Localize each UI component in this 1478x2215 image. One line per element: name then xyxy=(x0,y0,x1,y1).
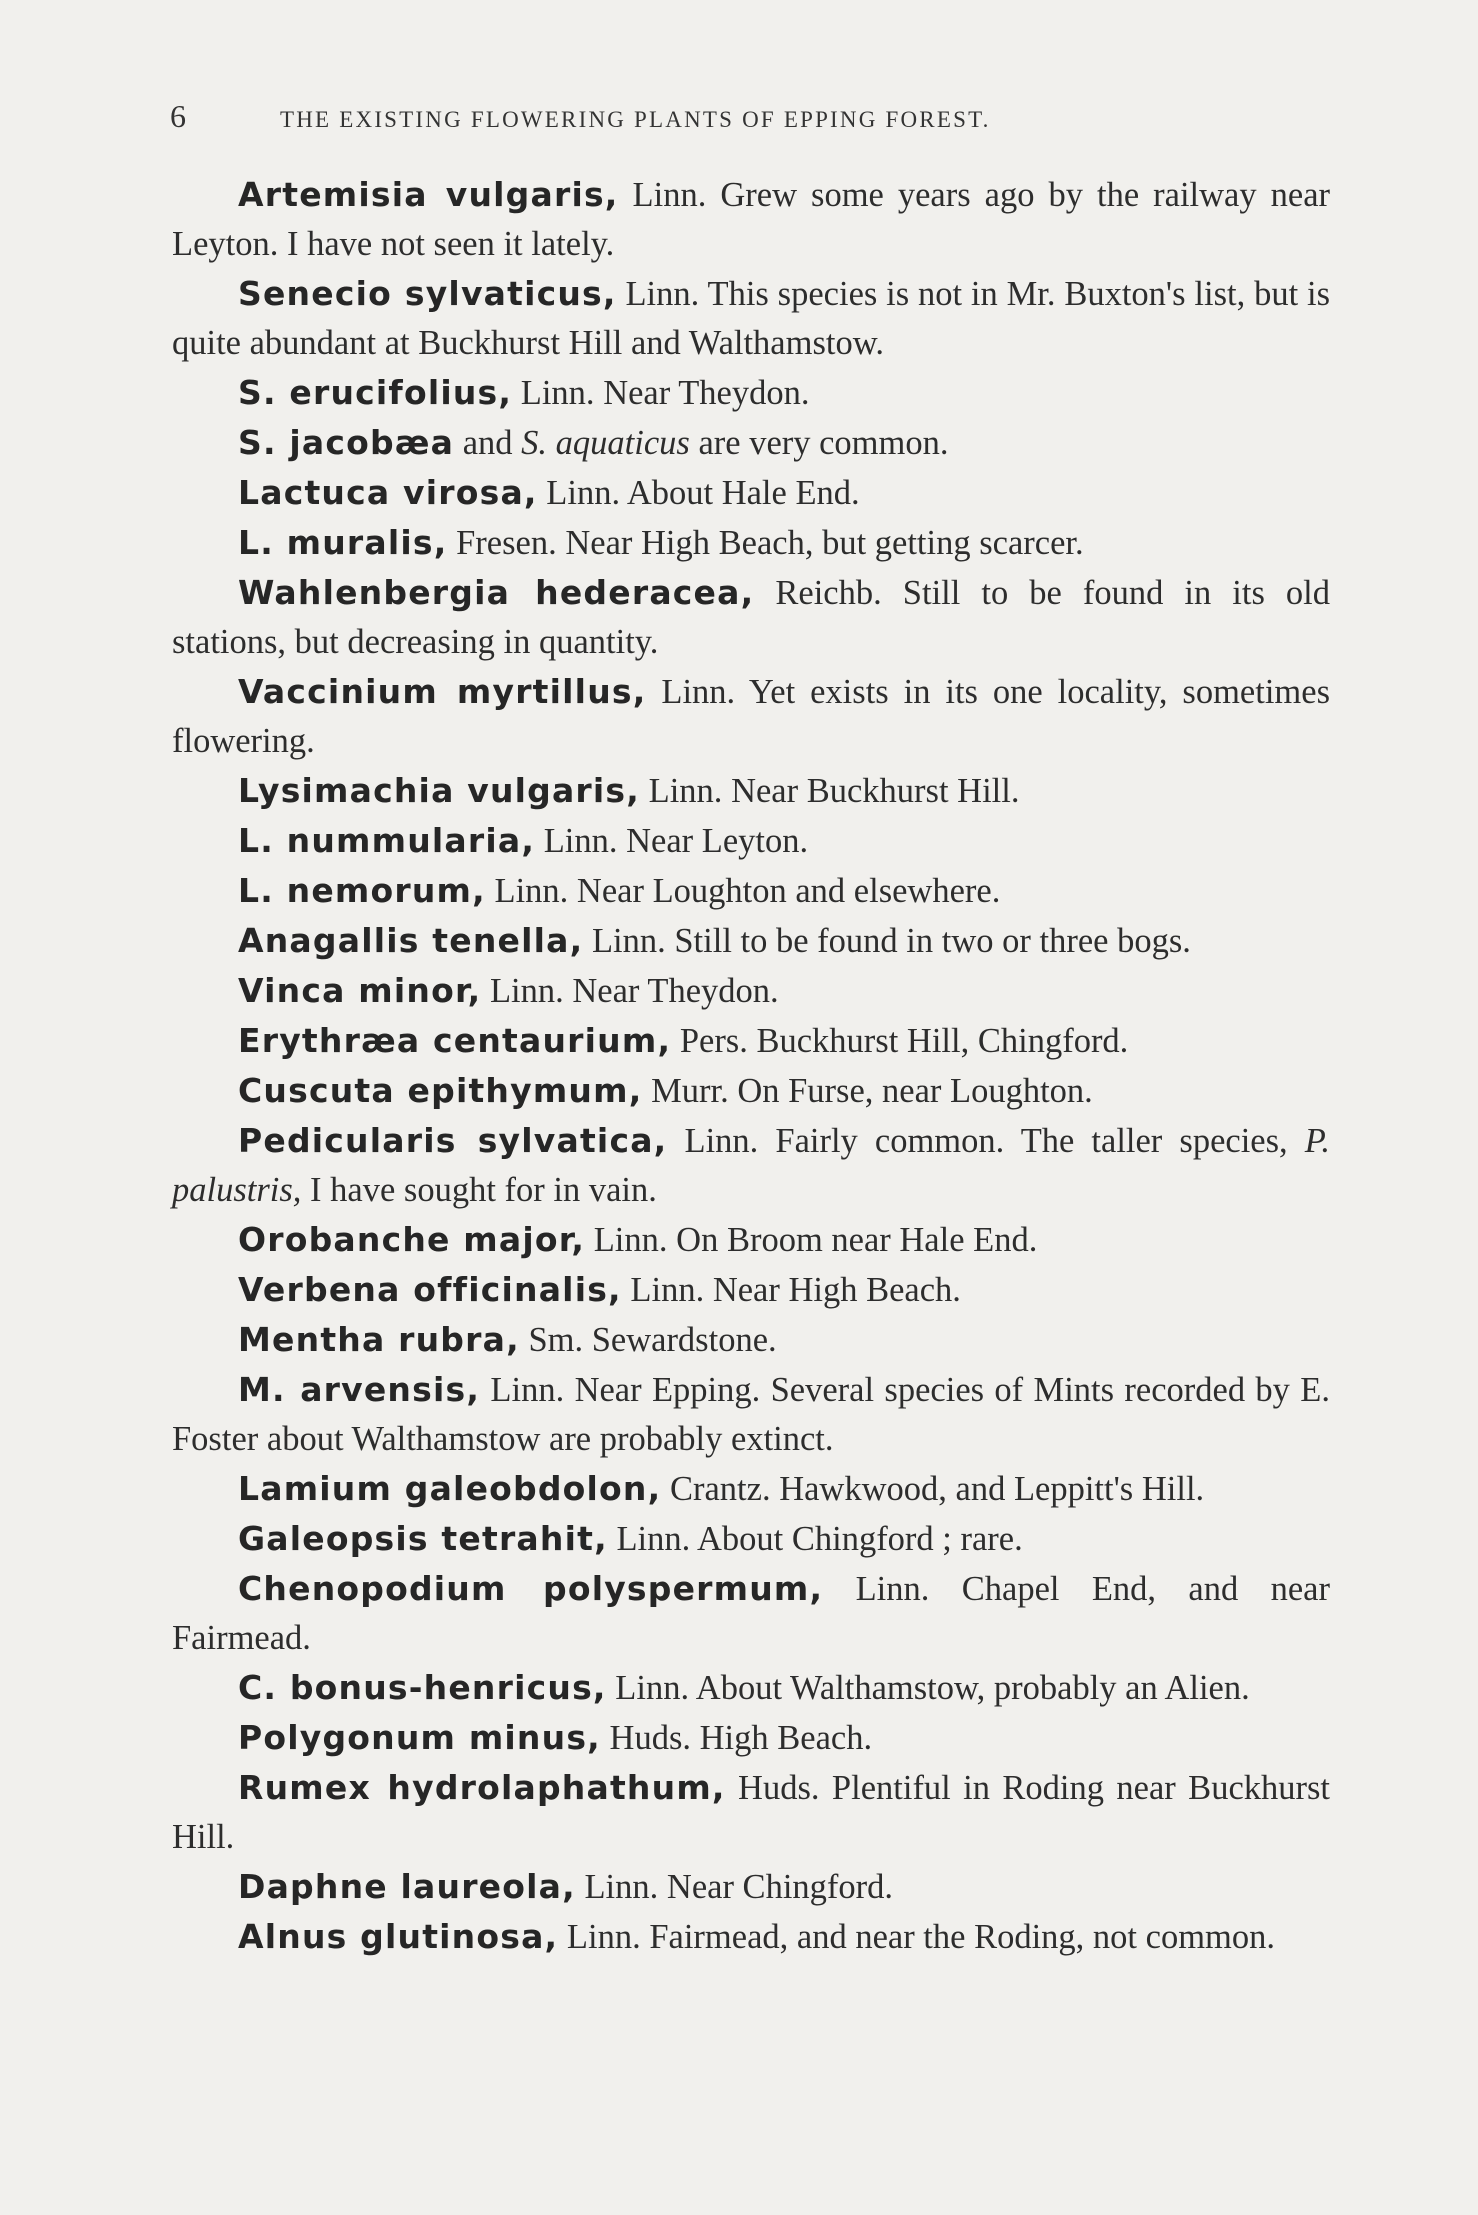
species-note: Hawkwood, and Leppitt's Hill. xyxy=(770,1470,1205,1508)
species-note: Yet exists in its one locality, sometimes flowering. xyxy=(172,673,1330,760)
species-authority: Linn. xyxy=(537,474,621,512)
species-name: Chenopodium polyspermum, xyxy=(238,1569,824,1608)
species-authority: Linn. xyxy=(667,1122,759,1160)
species-authority: Linn. xyxy=(583,922,666,960)
species-note: Near Buckhurst Hill. xyxy=(722,772,1020,810)
entry-lysimachia-vulgaris xyxy=(172,766,1330,816)
entry-galeopsis-tetrahit xyxy=(172,1514,1330,1564)
species-name: S. erucifolius, xyxy=(238,373,513,412)
species-authority: Crantz. xyxy=(661,1470,771,1508)
entry-vinca-minor xyxy=(172,966,1330,1016)
entry-rumex-hydrolaphathum xyxy=(172,1763,1330,1862)
species-authority: Linn. xyxy=(618,176,707,214)
species-authority: Linn. xyxy=(823,1570,930,1608)
entry-polygonum-minus xyxy=(172,1713,1330,1763)
species-name: Lamium galeobdolon, xyxy=(238,1469,662,1508)
species-name: Erythræa centaurium, xyxy=(238,1021,672,1060)
species-note: Fairly common. The taller species, xyxy=(758,1122,1305,1160)
entry-anagallis-tenella xyxy=(172,916,1330,966)
entry-lysimachia-nummularia xyxy=(172,816,1330,866)
species-authority: Linn. xyxy=(512,374,595,412)
entry-orobanche-major xyxy=(172,1215,1330,1265)
entry-wahlenbergia-hederacea xyxy=(172,568,1330,667)
species-authority: Linn. xyxy=(616,275,700,313)
species-note: High Beach. xyxy=(691,1719,873,1757)
species-authority: Linn. xyxy=(607,1520,691,1558)
species-note-continued: I have sought for in vain. xyxy=(301,1171,657,1209)
page-number: 6 xyxy=(170,98,186,134)
species-authority: Linn. xyxy=(621,1271,705,1309)
species-authority: Sm. xyxy=(519,1321,584,1359)
species-authority: Linn. xyxy=(481,972,564,1010)
entry-mentha-rubra xyxy=(172,1315,1330,1365)
entry-vaccinium-myrtillus xyxy=(172,667,1330,766)
entry-mentha-arvensis xyxy=(172,1365,1330,1464)
species-name: L. nummularia, xyxy=(238,821,536,860)
species-note: This species is not in Mr. Buxton's list, but is quite abundant at Buckhurst Hill and Walthamstow. xyxy=(172,275,1331,362)
species-note: Buckhurst Hill, Chingford. xyxy=(747,1022,1129,1060)
species-authority: Linn. xyxy=(535,822,618,860)
species-note: Near Epping. Several species of Mints recorded by E. Foster about Walthamstow are probably extinct. xyxy=(172,1371,1330,1458)
species-name: Verbena officinalis, xyxy=(238,1270,622,1309)
species-italic-name: S. aquaticus xyxy=(521,424,690,462)
species-note: are very common. xyxy=(689,424,949,462)
entry-artemisia-vulgaris xyxy=(172,170,1330,269)
species-name: Artemisia vulgaris, xyxy=(238,175,619,214)
entry-lactuca-virosa xyxy=(172,468,1330,518)
species-note: Near High Beach, but getting scarcer. xyxy=(556,524,1084,562)
species-authority: Linn. xyxy=(480,1371,565,1409)
species-name: Vinca minor, xyxy=(238,971,482,1010)
species-authority: Linn. xyxy=(646,673,736,711)
entry-cuscuta-epithymum xyxy=(172,1066,1330,1116)
running-header xyxy=(170,98,1220,135)
species-note: Near High Beach. xyxy=(704,1271,961,1309)
entry-erythraea-centaurium xyxy=(172,1016,1330,1066)
species-authority: Fresen. xyxy=(447,524,557,562)
species-authority: Linn. xyxy=(640,772,723,810)
species-note: Still to be found in its old stations, but decreasing in quantity. xyxy=(172,574,1330,661)
species-name: Polygonum minus, xyxy=(238,1718,601,1757)
entry-lamium-galeobdolon xyxy=(172,1464,1330,1514)
species-authority: Murr. xyxy=(642,1072,729,1110)
species-italic-name: P. palustris, xyxy=(172,1122,1330,1209)
species-note: Near Theydon. xyxy=(594,374,810,412)
species-name: Alnus glutinosa, xyxy=(238,1917,559,1956)
entry-lactuca-muralis xyxy=(172,518,1330,568)
entry-chenopodium-bonus-henricus xyxy=(172,1663,1330,1713)
species-name: L. muralis, xyxy=(238,523,448,562)
species-authority: Linn. xyxy=(606,1669,690,1707)
species-authority: Linn. xyxy=(485,872,569,910)
entry-pedicularis-sylvatica xyxy=(172,1116,1330,1215)
species-name: Pedicularis sylvatica, xyxy=(238,1121,668,1160)
entry-senecio-sylvaticus xyxy=(172,269,1330,368)
entry-chenopodium-polyspermum xyxy=(172,1564,1330,1663)
species-authority: Pers. xyxy=(671,1022,748,1060)
entry-daphne-laureola xyxy=(172,1862,1330,1912)
running-title: THE EXISTING FLOWERING PLANTS OF EPPING FOREST. xyxy=(280,107,991,132)
species-name: Orobanche major, xyxy=(238,1220,586,1259)
species-note: Grew some years ago by the railway near Leyton. I have not seen it lately. xyxy=(172,176,1330,263)
species-note: About Hale End. xyxy=(620,474,860,512)
species-note: About Walthamstow, probably an Alien. xyxy=(689,1669,1250,1707)
species-note: Near Chingford. xyxy=(658,1868,894,1906)
species-authority: Reichb. xyxy=(754,574,882,612)
species-note: Still to be found in two or three bogs. xyxy=(665,922,1191,960)
species-name: Rumex hydrolaphathum, xyxy=(238,1768,726,1807)
species-note: Plentiful in Roding near Buckhurst Hill. xyxy=(172,1769,1331,1856)
entry-senecio-erucifolius xyxy=(172,368,1330,418)
species-name: Anagallis tenella, xyxy=(238,921,584,960)
species-name: S. jacobæa xyxy=(238,423,455,462)
species-name: Cuscuta epithymum, xyxy=(238,1071,643,1110)
entry-lysimachia-nemorum xyxy=(172,866,1330,916)
entry-verbena-officinalis xyxy=(172,1265,1330,1315)
species-authority: Linn. xyxy=(558,1918,641,1956)
species-note: On Furse, near Loughton. xyxy=(728,1072,1093,1110)
species-name: Daphne laureola, xyxy=(238,1867,576,1906)
entry-senecio-jacobaea xyxy=(172,418,1330,468)
species-authority: Huds. xyxy=(725,1769,820,1807)
species-authority: Linn. xyxy=(575,1868,659,1906)
species-note: Near Theydon. xyxy=(563,972,779,1010)
species-name: Vaccinium myrtillus, xyxy=(238,672,647,711)
species-note: About Chingford ; rare. xyxy=(690,1520,1023,1558)
species-name: Senecio sylvaticus, xyxy=(238,274,617,313)
species-note: Near Leyton. xyxy=(617,822,809,860)
species-name: Lactuca virosa, xyxy=(238,473,538,512)
species-connector: and xyxy=(454,424,522,462)
page-body xyxy=(172,170,1330,1962)
species-authority: Linn. xyxy=(585,1221,668,1259)
entry-alnus-glutinosa xyxy=(172,1912,1330,1962)
species-name: Galeopsis tetrahit, xyxy=(238,1519,608,1558)
species-note: Sewardstone. xyxy=(583,1321,777,1359)
species-name: M. arvensis, xyxy=(238,1370,481,1409)
species-name: Mentha rubra, xyxy=(238,1320,520,1359)
species-name: Wahlenbergia hederacea, xyxy=(238,573,755,612)
species-name: C. bonus-henricus, xyxy=(238,1668,607,1707)
species-note: Near Loughton and elsewhere. xyxy=(568,872,1001,910)
species-name: Lysimachia vulgaris, xyxy=(238,771,641,810)
species-note: On Broom near Hale End. xyxy=(667,1221,1038,1259)
species-note: Chapel End, and near Fairmead. xyxy=(172,1570,1330,1657)
species-authority: Huds. xyxy=(600,1719,691,1757)
species-name: L. nemorum, xyxy=(238,871,486,910)
species-note: Fairmead, and near the Roding, not common. xyxy=(640,1918,1275,1956)
